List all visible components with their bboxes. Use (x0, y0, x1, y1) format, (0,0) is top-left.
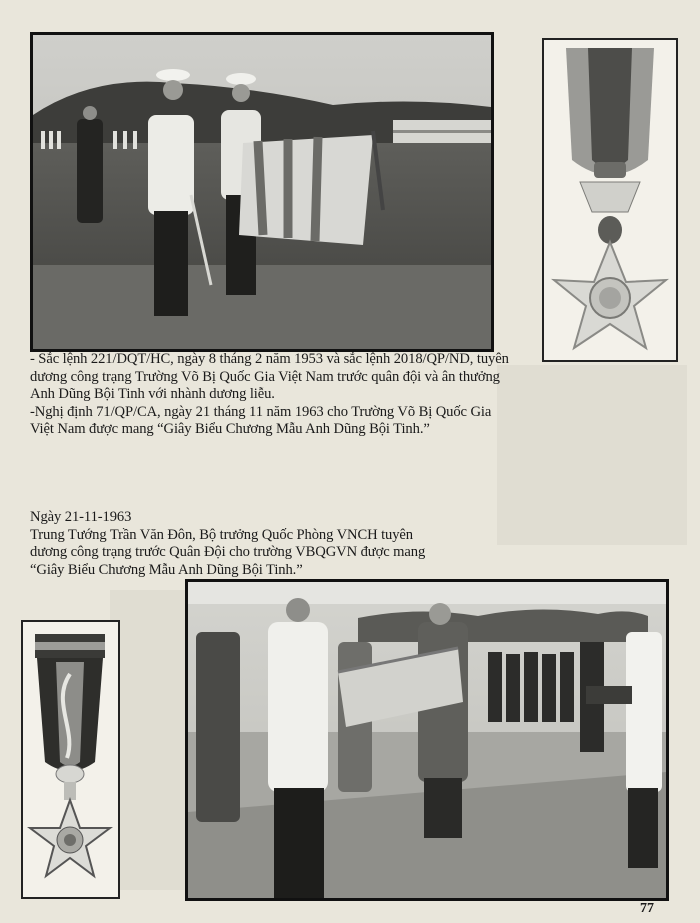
decree-caption (30, 351, 509, 439)
ceremony-caption-line: Trung Tướng Trần Văn Đôn, Bộ trưởng Quốc Phòng VNCH tuyên (30, 526, 414, 543)
decree-caption-line: - Sắc lệnh 221/DQT/HC, ngày 8 tháng 2 năm 1953 và sắc lệnh 2018/QP/ND, tuyên (30, 351, 509, 367)
decree-caption-line: -Nghị định 71/QP/CA, ngày 21 tháng 11 năm 1963 cho Trường Võ Bị Quốc Gia (30, 403, 492, 420)
decree-caption-line: dương công trạng Trường Võ Bị Quốc Gia Việt Nam trước quân đội và ân thưởng (30, 368, 500, 385)
medal-ribbon-photo-bottom (21, 620, 120, 899)
ceremony-photo-1963 (185, 579, 669, 901)
ceremony-date: Ngày 21-11-1963 (30, 509, 132, 525)
page-number: 77 (640, 901, 654, 916)
decree-caption-line: Anh Dũng Bội Tinh với nhành dương liễu. (30, 386, 275, 402)
ceremony-caption-line: dương công trạng trước Quân Đội cho trường VBQGVN được mang (30, 544, 426, 560)
ceremony-caption (30, 509, 425, 579)
page-bleed-right (497, 365, 687, 545)
medal-ribbon-photo-top (542, 38, 678, 362)
ceremony-photo-1953 (30, 32, 494, 352)
ceremony-caption-line: “Giây Biểu Chương Mẫu Anh Dũng Bội Tinh.” (30, 561, 303, 578)
decree-caption-line: Việt Nam được mang “Giây Biểu Chương Mẫu Anh Dũng Bội Tinh.” (30, 421, 430, 437)
